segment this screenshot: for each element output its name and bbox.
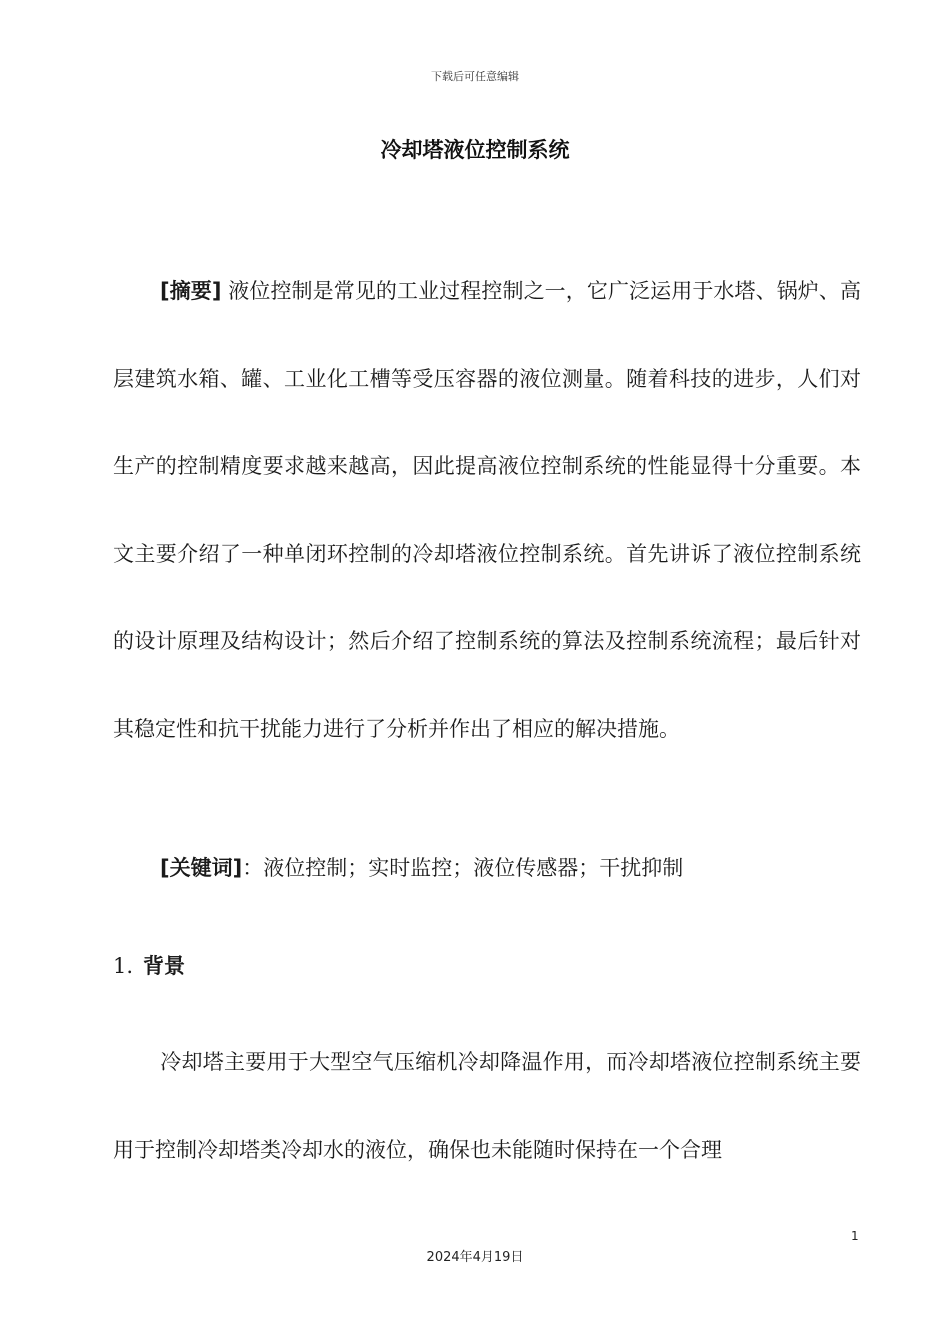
- footer-date: 2024年4月19日: [426, 1250, 524, 1265]
- keywords-label: [关键词]: [160, 856, 243, 880]
- abstract-paragraph: [113, 248, 861, 773]
- body-paragraph: [113, 1018, 861, 1194]
- section-number: 1.: [113, 954, 134, 978]
- abstract-text: 液位控制是常见的工业过程控制之一，它广泛运用于水塔、锅炉、高层建筑水箱、罐、工业化工槽等受压容器的液位测量。随着科技的进步，人们对生产的控制精度要求越来越高，因此提高液位控制系统的性能显得十分重要。本文主要介绍了一种单闭环控制的冷却塔液位控制系统。首先讲诉了液位控制系统的设计原理及结构设计；然后介绍了控制系统的算法及控制系统流程；最后针对其稳定性和抗干扰能力进行了分析并作出了相应的解决措施。: [113, 279, 861, 741]
- abstract-label: [摘要]: [160, 279, 222, 303]
- header-note: 下载后可任意编辑: [431, 70, 519, 83]
- section-heading: [113, 946, 185, 986]
- document-title: 冷却塔液位控制系统: [380, 138, 570, 162]
- page-number: 1: [851, 1229, 859, 1243]
- keywords-text: ：液位控制；实时监控；液位传感器；干扰抑制: [242, 856, 684, 880]
- keywords-paragraph: [113, 848, 861, 888]
- section-title: 背景: [143, 954, 186, 978]
- body-text: 冷却塔主要用于大型空气压缩机冷却降温作用，而冷却塔液位控制系统主要用于控制冷却塔类冷却水的液位，确保也未能随时保持在一个合理: [113, 1050, 861, 1162]
